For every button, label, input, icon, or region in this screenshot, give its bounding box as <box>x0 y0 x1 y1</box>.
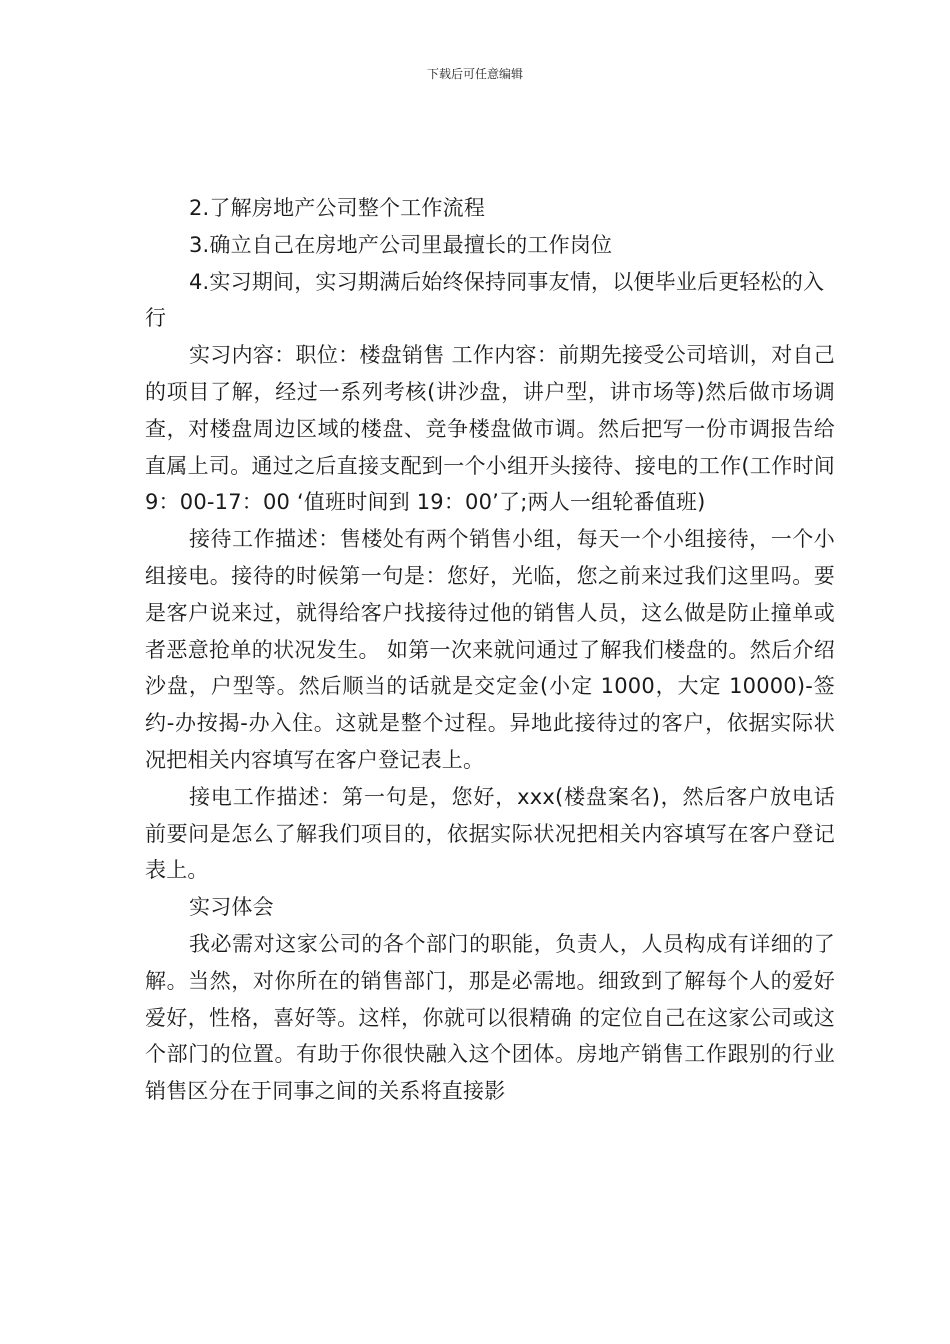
list-item-4: 4.实习期间，实习期满后始终保持同事友情，以便毕业后更轻松的入行 <box>145 269 825 331</box>
list-item-3: 3.确立自己在房地产公司里最擅长的工作岗位 <box>189 232 613 257</box>
list-item-2: 2.了解房地产公司整个工作流程 <box>189 196 486 220</box>
section-heading-internship-experience: 实习体会 <box>189 895 274 920</box>
paragraph-reception-description: 接待工作描述：售楼处有两个销售小组，每天一个小组接待，一个小组接电。接待的时候第一句是：您好，光临，您之前来过我们这里吗。要是客户说来过，就得给客户找接待过他的销售人员，这么做是防止撞单或者恶意抢单的状况发生。 如第一次来就问通过了解我们楼盘的。然后介绍沙盘，户型等。然后顺当的话就是交定金(小定 1000，大定 10000)-签约-办按揭-办入住。这就是整个过程。异地此接待过的客户，依据实际状况把相关内容填写在客户登记表上。 <box>145 527 835 772</box>
paragraph-internship-content: 实习内容：职位：楼盘销售 工作内容：前期先接受公司培训，对自己的项目了解，经过一系列考核(讲沙盘，讲户型，讲市场等)然后做市场调查，对楼盘周边区域的楼盘、竞争楼盘做市调。然后把写一份市调报告给直属上司。通过之后直接支配到一个小组开头接待、接电的工作(工作时间 9：00-17：00 ‘值班时间到 19：00’了;两人一组轮番值班) <box>145 343 835 515</box>
paragraph-phone-description: 接电工作描述：第一句是，您好，xxx(楼盘案名)，然后客户放电话前要问是怎么了解我们项目的，依据实际状况把相关内容填写在客户登记表上。 <box>145 784 835 883</box>
document-body <box>145 190 835 1110</box>
header-note: 下载后可任意编辑 <box>426 67 523 81</box>
paragraph-experience: 我必需对这家公司的各个部门的职能，负责人，人员构成有详细的了解。当然，对你所在的销售部门，那是必需地。细致到了解每个人的爱好爱好，性格，喜好等。这样，你就可以很精确 的定位自己在这家公司或这个部门的位置。有助于你很快融入这个团体。房地产销售工作跟别的行业销售区分在于同事之间的关系将直接影 <box>145 931 835 1104</box>
